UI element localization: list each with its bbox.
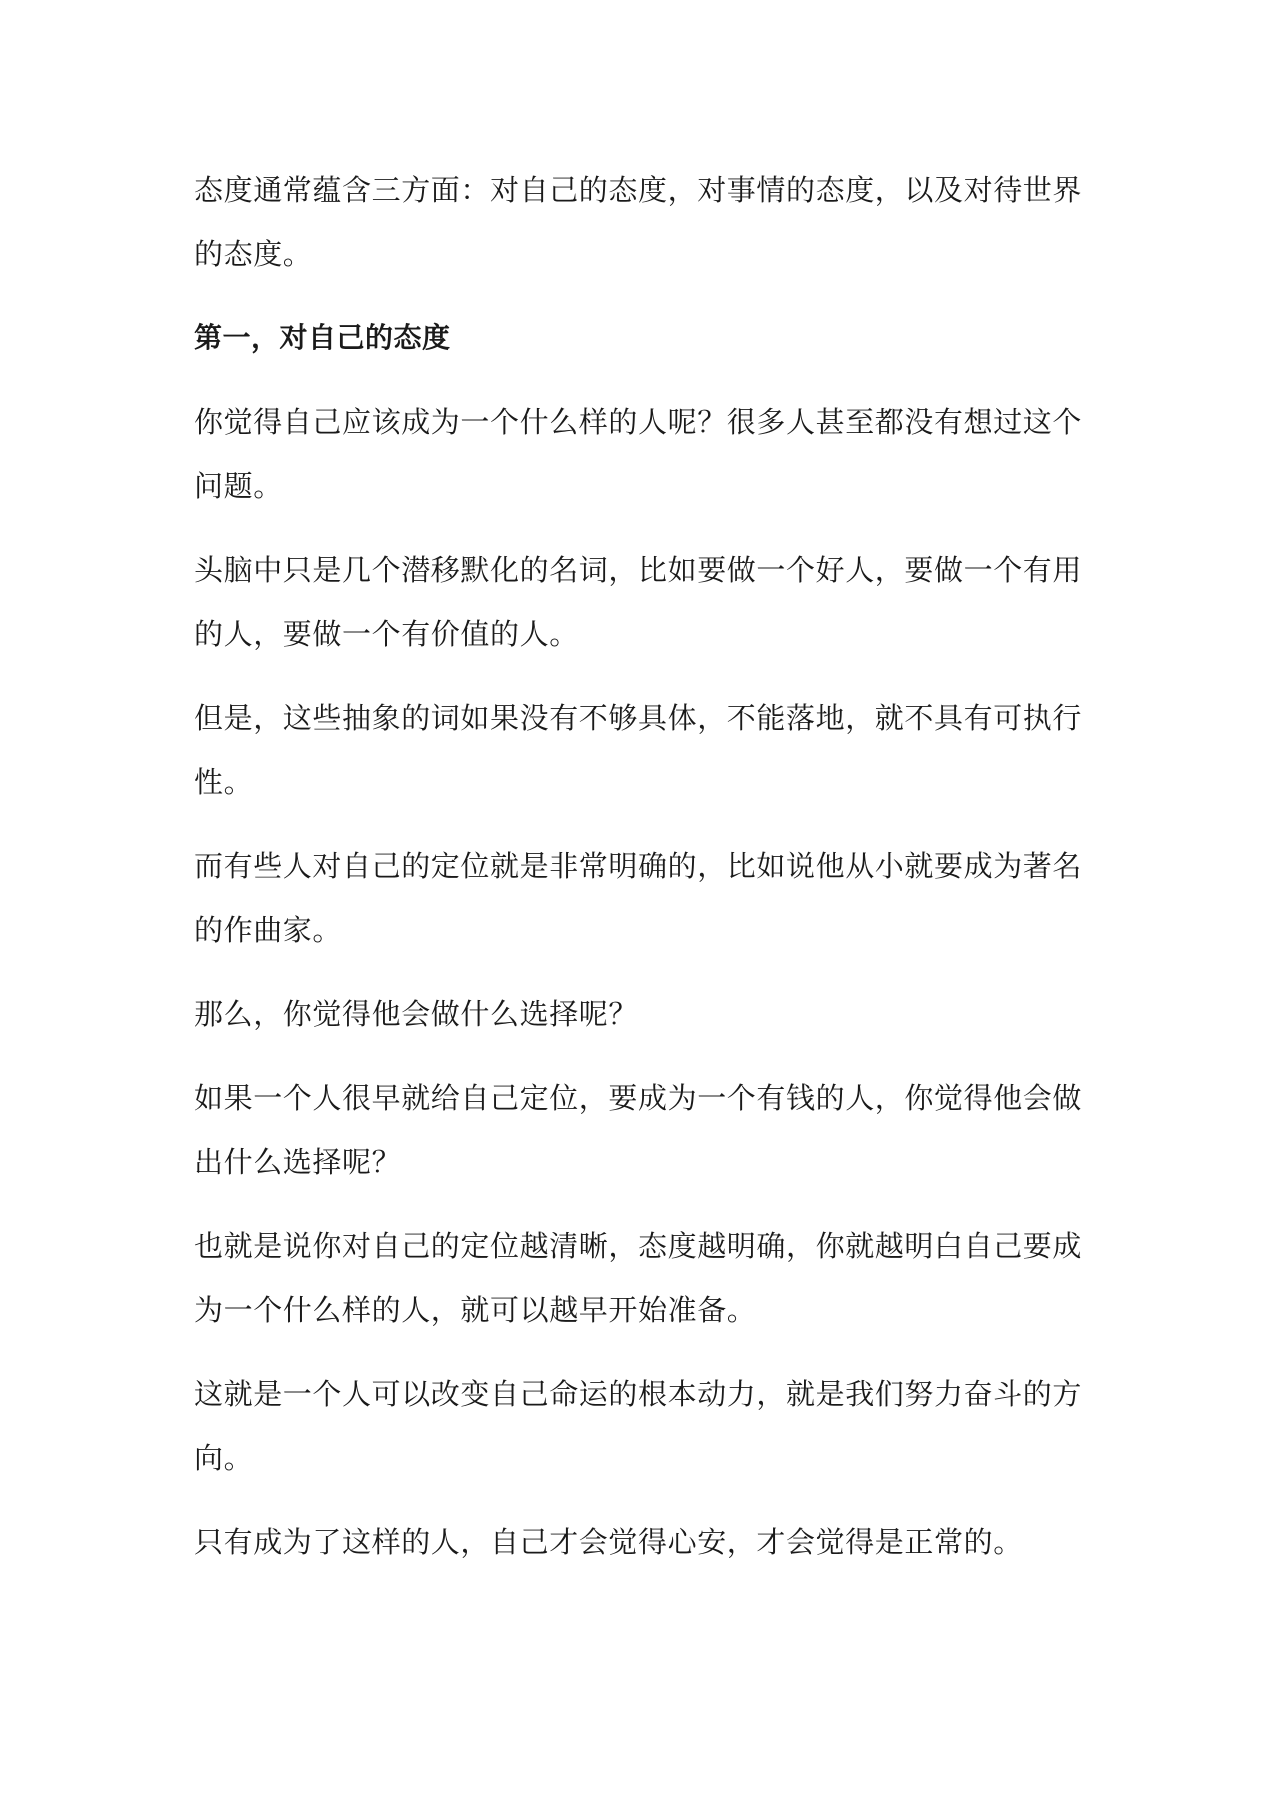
paragraph: 你觉得自己应该成为一个什么样的人呢？很多人甚至都没有想过这个问题。 <box>194 405 1083 503</box>
paragraph: 只有成为了这样的人，自己才会觉得心安，才会觉得是正常的。 <box>194 1525 1023 1559</box>
paragraph: 这就是一个人可以改变自己命运的根本动力，就是我们努力奋斗的方向。 <box>194 1377 1083 1475</box>
paragraph: 但是，这些抽象的词如果没有不够具体，不能落地，就不具有可执行性。 <box>194 701 1083 799</box>
paragraph: 而有些人对自己的定位就是非常明确的，比如说他从小就要成为著名的作曲家。 <box>194 849 1083 947</box>
paragraph: 如果一个人很早就给自己定位，要成为一个有钱的人，你觉得他会做出什么选择呢？ <box>194 1081 1083 1179</box>
paragraph-intro: 态度通常蕴含三方面：对自己的态度，对事情的态度，以及对待世界的态度。 <box>194 173 1083 271</box>
paragraph: 也就是说你对自己的定位越清晰，态度越明确，你就越明白自己要成为一个什么样的人，就可以越早开始准备。 <box>194 1229 1083 1327</box>
paragraph: 头脑中只是几个潜移默化的名词，比如要做一个好人，要做一个有用的人，要做一个有价值的人。 <box>194 553 1083 651</box>
section-heading: 第一，对自己的态度 <box>194 321 451 354</box>
document-body <box>194 158 1084 1594</box>
paragraph: 那么，你觉得他会做什么选择呢？ <box>194 997 639 1031</box>
